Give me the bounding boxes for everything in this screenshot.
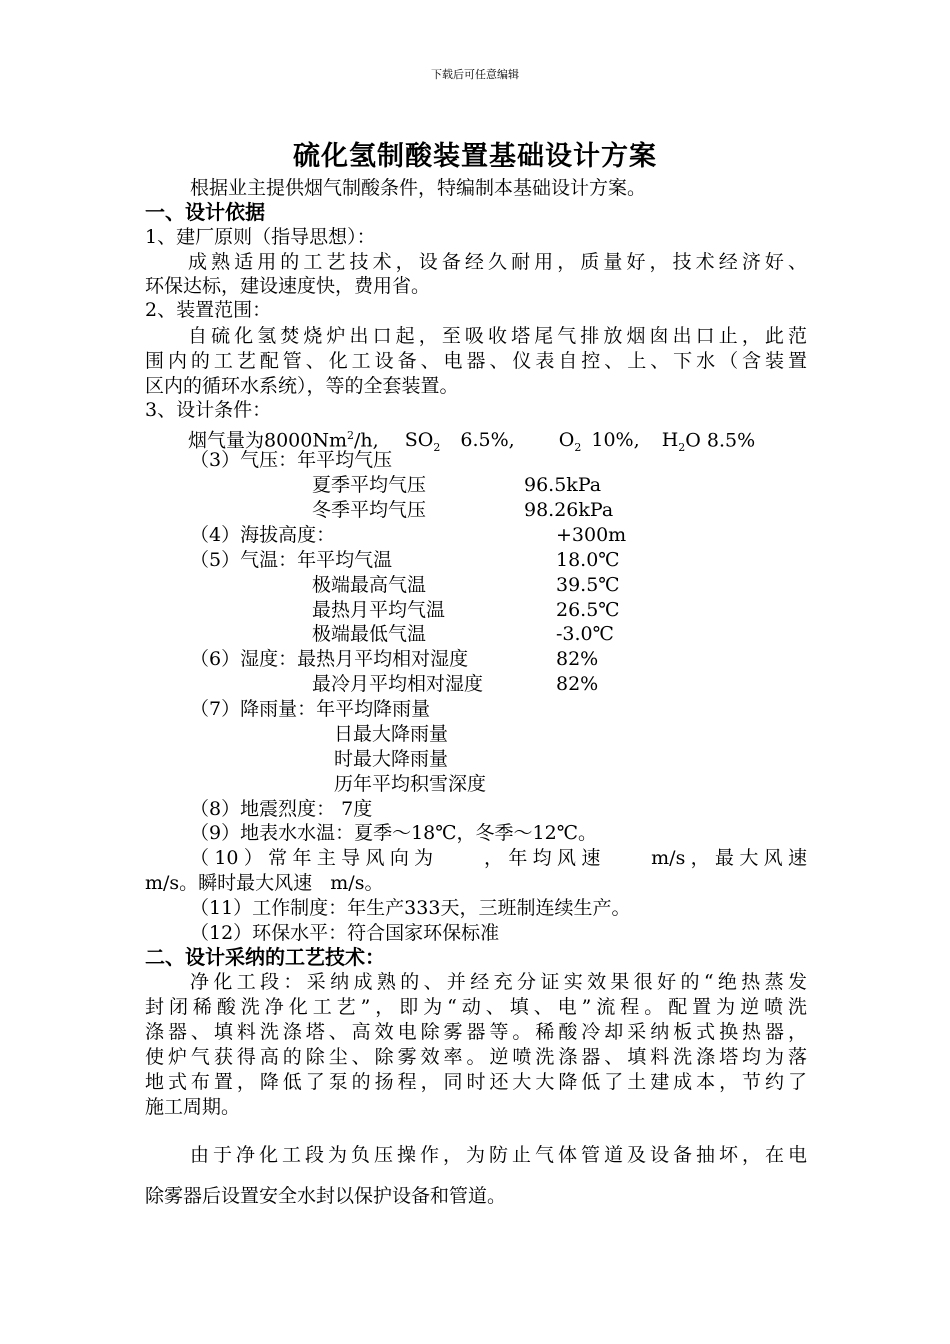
p1-line3: 涤器、填料洗涤塔、高效电除雾器等。稀酸冷却采纳板式换热器， (145, 1021, 807, 1043)
hottest-month-label: 最热月平均气温 (312, 599, 446, 621)
summer-pressure-value: 96.5kPa (524, 474, 602, 496)
winter-pressure-value: 98.26kPa (524, 499, 614, 521)
h2o-label: H (661, 429, 679, 452)
p1-line4: 使炉气获得高的除尘、除雾效率。逆喷洗涤器、填料洗涤塔均为落 (145, 1046, 807, 1068)
p1-line2: 封闭稀酸洗净化工艺”，即为“动、填、电”流程。配置为逆喷洗 (145, 996, 807, 1018)
wind-line1: （10）常年主导风向为 ，年均风速 m/s，最大风速 (190, 847, 807, 869)
coldest-humidity-value: 82% (556, 673, 599, 695)
gas-flow-prefix: 烟气量为8000Nm (188, 429, 347, 452)
so2-value: 6.5%, (460, 429, 515, 452)
winter-pressure-label: 冬季平均气压 (312, 499, 427, 521)
intro-text: 根据业主提供烟气制酸条件，特编制本基础设计方案。 (190, 177, 647, 199)
temp-value: 18.0℃ (556, 549, 620, 571)
humidity-label: （6）湿度：最热月平均相对湿度 (190, 648, 469, 670)
work-line: （11）工作制度：年生产333天，三班制连续生产。 (190, 897, 631, 919)
water-temp-line: （9）地表水水温：夏季～18℃，冬季～12℃。 (190, 822, 597, 844)
p1-line6: 施工周期。 (145, 1096, 241, 1118)
item2-line2: 围内的工艺配管、化工设备、电器、仪表自控、上、下水（含装置 (145, 350, 807, 372)
pressure-label: （3）气压：年平均气压 (190, 449, 393, 471)
p1-line1: 净化工段：采纳成熟的、并经充分证实效果很好的“绝热蒸发 (190, 971, 807, 993)
summer-pressure-label: 夏季平均气压 (312, 474, 427, 496)
coldest-humidity-label: 最冷月平均相对湿度 (312, 673, 484, 695)
hottest-month-value: 26.5℃ (556, 599, 620, 621)
so2-label: SO (404, 429, 434, 452)
document-title: 硫化氢制酸装置基础设计方案 (293, 141, 657, 172)
wind-line2: m/s。瞬时最大风速 m/s。 (145, 872, 384, 894)
item2-title: 2、装置范围： (145, 299, 272, 321)
env-line: （12）环保水平：符合国家环保标准 (190, 922, 500, 944)
quake-line: （8）地震烈度： 7度 (190, 798, 373, 820)
gas-flow-sup: 2 (347, 429, 354, 442)
humidity-value: 82% (556, 648, 599, 670)
section1-heading: 一、设计依据 (145, 200, 265, 224)
min-temp-label: 极端最低气温 (312, 623, 427, 645)
o2-value: 10%, (591, 429, 640, 452)
daily-rain-label: 日最大降雨量 (334, 723, 449, 745)
p1-line5: 地式布置，降低了泵的扬程，同时还大大降低了土建成本，节约了 (145, 1071, 807, 1093)
o2-label: O (558, 429, 575, 452)
p2-line2: 除雾器后设置安全水封以保护设备和管道。 (145, 1185, 507, 1207)
h2o-sub: 2 (678, 441, 686, 455)
item1-title: 1、建厂原则（指导思想）： (145, 226, 376, 248)
max-temp-label: 极端最高气温 (312, 574, 427, 596)
snow-label: 历年平均积雪深度 (334, 773, 487, 795)
max-temp-value: 39.5℃ (556, 574, 620, 596)
altitude-label: （4）海拔高度： (190, 524, 336, 546)
so2-sub: 2 (433, 441, 441, 455)
item2-line1: 自硫化氢焚烧炉出口起，至吸收塔尾气排放烟囱出口止，此范 (188, 325, 807, 347)
altitude-value: +300m (556, 524, 627, 546)
section2-heading: 二、设计采纳的工艺技术： (145, 945, 385, 969)
min-temp-value: -3.0℃ (556, 623, 614, 645)
hourly-rain-label: 时最大降雨量 (334, 748, 449, 770)
header-note: 下载后可任意编辑 (431, 68, 519, 81)
temp-label: （5）气温：年平均气温 (190, 549, 393, 571)
item1-line1: 成熟适用的工艺技术，设备经久耐用，质量好，技术经济好、 (188, 251, 807, 273)
item1-line2: 环保达标，建设速度快，费用省。 (145, 275, 431, 297)
item3-title: 3、设计条件： (145, 399, 272, 421)
rain-label: （7）降雨量：年平均降雨量 (190, 698, 431, 720)
o2-sub: 2 (574, 441, 582, 455)
gas-flow-unit: /h, (354, 429, 379, 452)
h2o-rest: O 8.5% (685, 429, 756, 452)
p2-line1: 由于净化工段为负压操作，为防止气体管道及设备抽坏，在电 (190, 1144, 807, 1166)
item2-line3: 区内的循环水系统），等的全套装置。 (145, 375, 459, 397)
